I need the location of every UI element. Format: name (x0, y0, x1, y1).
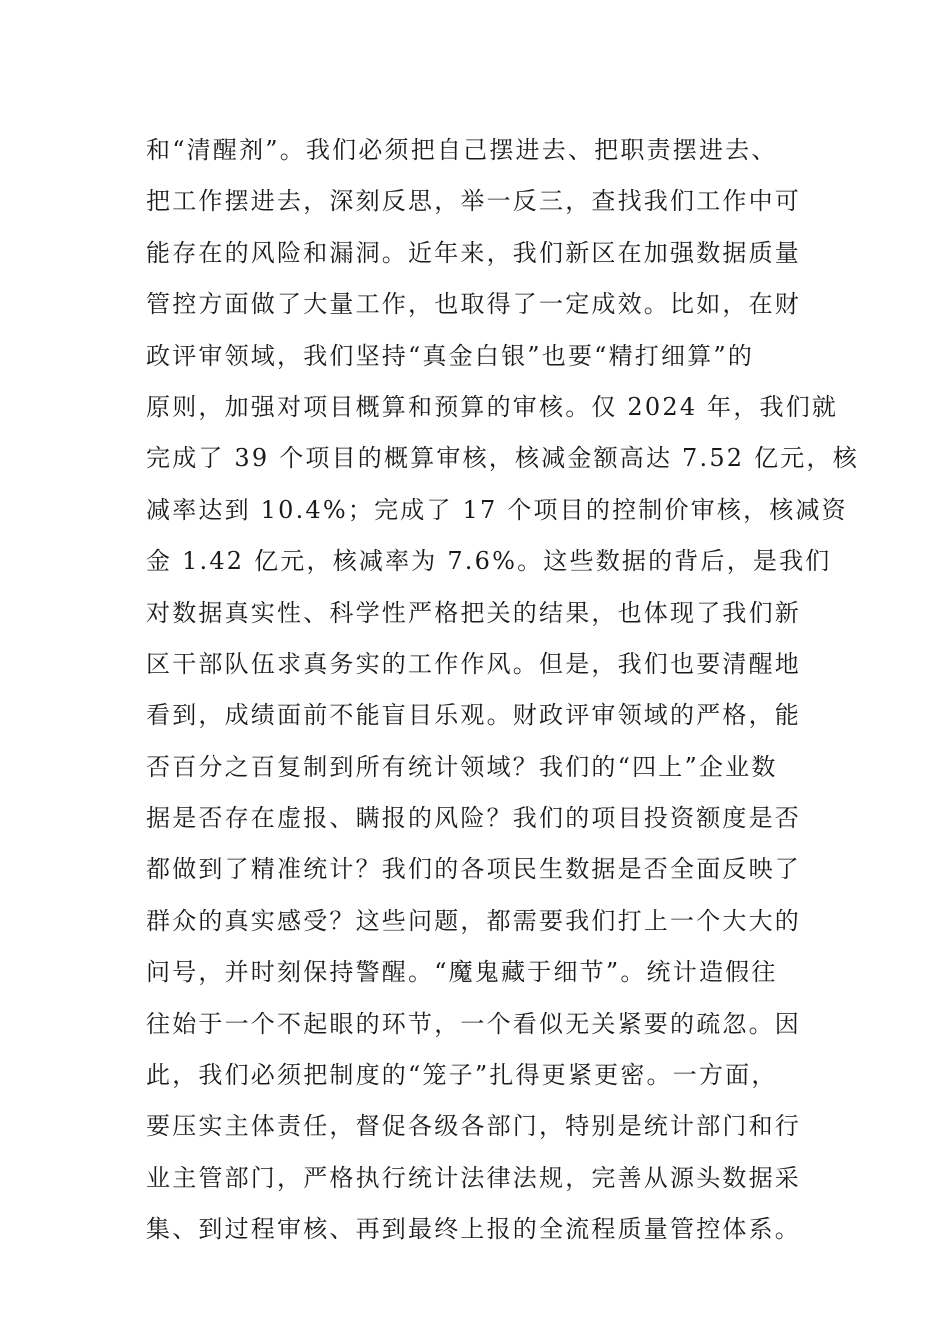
text-line: 此，我们必须把制度的“笼子”扎得更紧更密。一方面， (146, 1061, 778, 1090)
text-line: 业主管部门，严格执行统计法律法规，完善从源头数据采 (146, 1163, 801, 1192)
text-line: 政评审领域，我们坚持“真金白银”也要“精打细算”的 (146, 341, 755, 370)
text-line: 群众的真实感受？这些问题，都需要我们打上一个大大的 (146, 906, 801, 935)
text-line: 减率达到 10.4%；完成了 17 个项目的控制价审核，核减资 (146, 495, 848, 524)
text-line: 和“清醒剂”。我们必须把自己摆进去、把职责摆进去、 (146, 136, 778, 164)
text-line: 能存在的风险和漏洞。近年来，我们新区在加强数据质量 (146, 238, 801, 267)
text-line: 管控方面做了大量工作，也取得了一定成效。比如，在财 (146, 290, 801, 319)
text-line: 金 1.42 亿元，核减率为 7.6%。这些数据的背后，是我们 (146, 547, 832, 576)
body-text (146, 125, 859, 1256)
text-line: 区干部队伍求真务实的工作作风。但是，我们也要清醒地 (146, 649, 801, 678)
text-line: 要压实主体责任，督促各级各部门，特别是统计部门和行 (146, 1112, 801, 1141)
text-line: 否百分之百复制到所有统计领域？我们的“四上”企业数 (146, 752, 778, 781)
text-line: 问号，并时刻保持警醒。“魔鬼藏于细节”。统计造假往 (146, 958, 778, 987)
text-line: 把工作摆进去，深刻反思，举一反三，查找我们工作中可 (146, 187, 801, 216)
text-line: 完成了 39 个项目的概算审核，核减金额高达 7.52 亿元，核 (146, 444, 859, 473)
text-line: 往始于一个不起眼的环节，一个看似无关紧要的疏忽。因 (146, 1009, 801, 1038)
text-line: 集、到过程审核、再到最终上报的全流程质量管控体系。 (146, 1215, 801, 1244)
text-line: 对数据真实性、科学性严格把关的结果，也体现了我们新 (146, 598, 801, 627)
text-line: 据是否存在虚报、瞒报的风险？我们的项目投资额度是否 (146, 804, 801, 833)
text-line: 都做到了精准统计？我们的各项民生数据是否全面反映了 (146, 855, 801, 884)
text-line: 看到，成绩面前不能盲目乐观。财政评审领域的严格，能 (146, 701, 801, 730)
text-line: 原则，加强对项目概算和预算的审核。仅 2024 年，我们就 (146, 392, 839, 421)
